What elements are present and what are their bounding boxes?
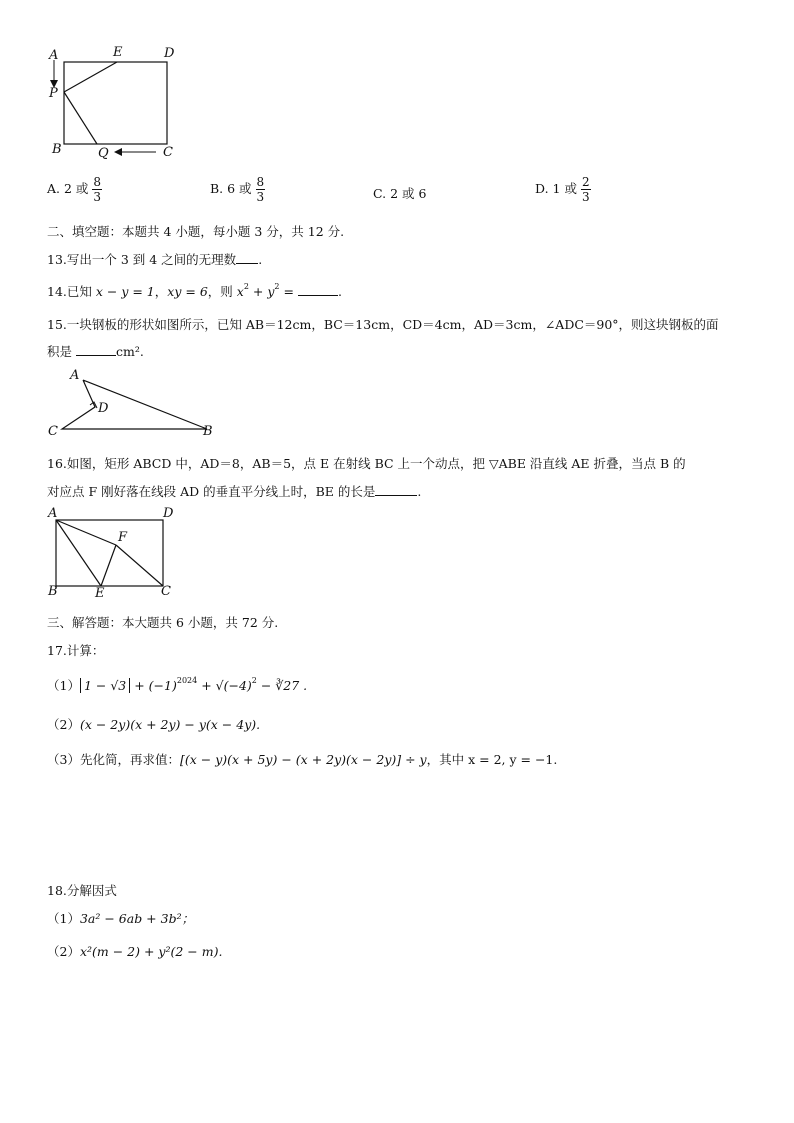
label-d2: D [98,401,109,416]
question-15-line-2: 积是 cm². [47,344,144,359]
label-b2: B [203,424,213,439]
label-b3: B [48,584,58,599]
label-e3: E [95,586,105,601]
section-3-title: 三、解答题：本大题共 6 小题，共 72 分. [47,615,279,630]
option-b[interactable] [210,175,265,204]
option-b-fraction: $\frac{8}{3}$ [256,175,265,204]
label-a: A [49,48,59,63]
option-c-text: C. 2 或 6 [373,186,427,201]
label-p: P [49,86,58,101]
question-17-part-2: （2）(x − 2y)(x + 2y) − y(x − 4y). [47,717,261,732]
question-16-line-2: 对应点 F 刚好落在线段 AD 的垂直平分线上时，BE 的长是 . [47,484,422,499]
question-18-part-1: （1）3a² − 6ab + 3b²； [47,911,195,926]
option-a-text: A. 2 或 [47,181,93,196]
label-d3: D [163,506,174,521]
section-2-title: 二、填空题：本题共 4 小题，每小题 3 分，共 12 分. [47,224,345,239]
question-17-title: 17.计算： [47,643,105,658]
question-14: 14.已知 x − y = 1，xy = 6，则 $x^2 + y^2$ = . [47,282,342,299]
label-c3: C [161,584,171,599]
question-13: 13.写出一个 3 到 4 之间的无理数 . [47,252,263,267]
label-q: Q [98,146,109,161]
option-d[interactable] [535,175,591,204]
figure-rectangle-fold [50,508,180,594]
label-a2: A [70,368,80,383]
question-18-title: 18.分解因式 [47,883,117,898]
label-d: D [164,46,175,61]
label-c2: C [48,424,58,439]
question-18-part-2: （2）x²(m − 2) + y²(2 − m). [47,944,223,959]
figure-rectangle-moving-points [40,44,200,164]
label-c: C [163,145,173,160]
option-a-fraction: $\frac{8}{3}$ [93,175,102,204]
option-c[interactable] [373,184,426,202]
label-e: E [113,45,123,60]
label-a3: A [48,506,58,521]
option-d-text: D. 1 或 [535,181,581,196]
label-b: B [52,142,62,157]
option-a[interactable] [47,175,102,204]
question-16-line-1: 16.如图，矩形 ABCD 中，AD＝8，AB＝5，点 E 在射线 BC 上一个动点，把 ▽ABE 沿直线 AE 折叠，当点 B 的 [47,456,686,471]
label-f3: F [118,530,128,545]
option-b-text: B. 6 或 [210,181,256,196]
option-d-fraction: $\frac{2}{3}$ [581,175,590,204]
question-17-part-3: （3）先化简，再求值：[(x − y)(x + 5y) − (x + 2y)(x − 2y)] ÷ y，其中 x = 2, y = −1. [47,752,558,767]
question-17-part-1: （1） $1 - √3 + (-1)^{2024} + √(-4)^2$ − ∛27 . [47,676,308,693]
question-15-line-1: 15.一块钢板的形状如图所示，已知 AB＝12cm，BC＝13cm，CD＝4cm，AD＝3cm，∠ADC＝90°，则这块钢板的面 [47,317,719,332]
